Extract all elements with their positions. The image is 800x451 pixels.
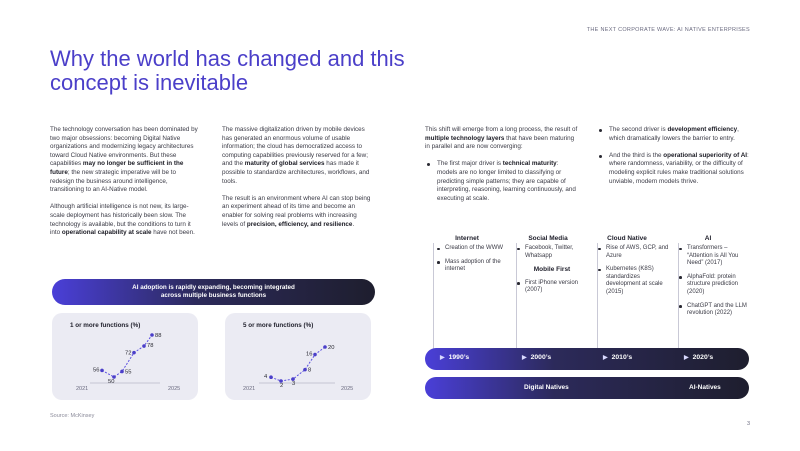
chart-1-data-label: 78 xyxy=(147,343,154,350)
timeline-head-social-media: Social Media xyxy=(528,235,568,242)
chart-card-2 xyxy=(225,313,371,400)
adoption-banner xyxy=(52,279,375,305)
timeline-column-cloud-native xyxy=(597,245,669,303)
ai-natives-label: AI-Natives xyxy=(689,384,721,391)
timeline-head-internet: Internet xyxy=(455,235,479,242)
chart-2-title: 5 or more functions (%) xyxy=(243,322,314,329)
arrow-right-icon: ▶ xyxy=(522,355,527,361)
timeline-column-ai xyxy=(678,245,750,324)
chart-2-xtick-end: 2025 xyxy=(341,386,354,392)
timeline-head-cloud-native: Cloud Native xyxy=(607,235,647,242)
chart-2-svg xyxy=(225,313,371,400)
timeline-subhead-mobile-first: Mobile First xyxy=(533,266,571,274)
timeline-item: Creation of the WWW xyxy=(436,245,508,253)
chart-2-data-label: 4 xyxy=(264,374,268,381)
driver-bullet-2: The second driver is development efficiency, which dramatically lowers the barrier to entry. xyxy=(597,126,752,143)
arrow-right-icon: ▶ xyxy=(684,355,689,361)
text-column-4 xyxy=(597,126,752,195)
chart-1-title: 1 or more functions (%) xyxy=(70,322,141,329)
era-2000s: ▶ 2000’s xyxy=(522,354,552,361)
chart-2-point xyxy=(303,368,307,372)
driver-bullet-3: And the third is the operational superiority of AI: where randomness, variability, or the difficulty of modeling explicit rules make traditional solutions unviable, modern models thrive. xyxy=(597,152,752,186)
timeline-head-ai: AI xyxy=(704,235,712,242)
timeline-item: Mass adoption of the internet xyxy=(436,259,508,274)
page-number: 3 xyxy=(746,421,750,427)
chart-2-data-label: 8 xyxy=(308,367,312,374)
chart-1-data-label: 56 xyxy=(93,367,100,374)
source-note: Source: McKinsey xyxy=(50,413,95,419)
chart-2-point xyxy=(323,345,327,349)
arrow-right-icon: ▶ xyxy=(440,355,445,361)
adoption-banner-line-2: across multiple business functions xyxy=(160,292,267,299)
digital-natives-label: Digital Natives xyxy=(524,384,569,391)
timeline-item: Kubernetes (K8S) standardizes development at scale (2015) xyxy=(597,266,669,296)
driver-bullet-1: The first major driver is technical maturity: models are no longer limited to classifying or predicting simple patterns; they are capable of interpreting, reasoning, learning continuously, and executing at scale. xyxy=(425,160,580,203)
era-2010s: ▶ 2010’s xyxy=(603,354,633,361)
timeline-item: Facebook, Twitter, Whatsapp xyxy=(516,245,588,260)
chart-1-data-label: 72 xyxy=(125,350,132,357)
chart-card-1 xyxy=(52,313,198,400)
adoption-banner-line-1: AI adoption is rapidly expanding, becoming integrated xyxy=(132,283,295,291)
chart-1-point xyxy=(100,369,104,373)
text-column-2 xyxy=(222,126,374,238)
chart-2-line xyxy=(271,347,325,381)
era-1990s: ▶ 1990’s xyxy=(440,354,470,361)
page-title: Why the world has changed and this concept is inevitable xyxy=(50,46,405,95)
chart-1-point xyxy=(142,344,146,348)
timeline-line-1 xyxy=(433,243,434,359)
chart-2-data-label: 3 xyxy=(292,381,296,388)
chart-1-svg xyxy=(52,313,198,400)
col3-intro: This shift will emerge from a long process, the result of multiple technology layers that have been maturing in parallel and are now converging: xyxy=(425,126,578,151)
chart-2-data-label: 20 xyxy=(328,345,335,351)
chart-1-data-label: 88 xyxy=(155,333,162,339)
chart-1-xtick-start: 2021 xyxy=(76,386,89,392)
text-column-3 xyxy=(425,126,580,212)
timeline-item: Rise of AWS, GCP, and Azure xyxy=(597,245,669,260)
chart-1-point xyxy=(150,333,154,337)
chart-1-xtick-end: 2025 xyxy=(168,386,181,392)
col1-paragraph-1: The technology conversation has been dominated by two major obsessions: becoming Digital Native organizations and modernizing legacy architectures toward Cloud Native environments. But these capabilities may no longer be sufficient in the future; the new strategic imperative will be to redesign the business around intelligence, transitioning to an AI-Native model. xyxy=(50,126,198,194)
chart-1-data-label: 50 xyxy=(108,379,115,385)
chart-1-point xyxy=(132,351,136,355)
chart-2-data-label: 16 xyxy=(306,351,313,358)
header-tag: THE NEXT CORPORATE WAVE: AI NATIVE ENTERPRISES xyxy=(586,27,750,33)
chart-1-point xyxy=(120,370,124,374)
era-2020s: ▶ 2020’s xyxy=(684,354,714,361)
col2-paragraph-2: The result is an environment where AI can stop being an experiment ahead of its time and become an enabler for solving real problems with increasing levels of precision, efficiency, and resilience. xyxy=(222,194,371,228)
col1-paragraph-2: Although artificial intelligence is not new, its large-scale deployment has historically been slow. The technology is available, but the conditions to turn it into operational capability at scale have not been. xyxy=(50,203,195,237)
text-column-1 xyxy=(50,126,200,246)
timeline-column-social-media xyxy=(516,245,588,301)
col2-paragraph-1: The massive digitalization driven by mobile devices has generated an enormous volume of usable information; the cloud has democratized access to computing capabilities previously reserved for a few; and the maturity of global services has made it possible to standardize architectures, workflows, and tools. xyxy=(222,126,370,185)
timeline-item: Transformers – “Attention is All You Need” (2017) xyxy=(678,245,750,268)
chart-1-data-label: 55 xyxy=(125,369,132,376)
chart-2-xtick-start: 2021 xyxy=(243,386,256,392)
timeline-item: AlphaFold: protein structure prediction (2020) xyxy=(678,274,750,297)
arrow-right-icon: ▶ xyxy=(603,355,608,361)
timeline-column-internet xyxy=(436,245,508,280)
timeline-item: First iPhone version (2007) xyxy=(516,280,588,295)
chart-2-data-label: 2 xyxy=(280,383,284,389)
chart-2-point xyxy=(313,353,317,357)
timeline-item: ChatGPT and the LLM revolution (2022) xyxy=(678,303,750,318)
chart-2-point xyxy=(269,375,273,379)
